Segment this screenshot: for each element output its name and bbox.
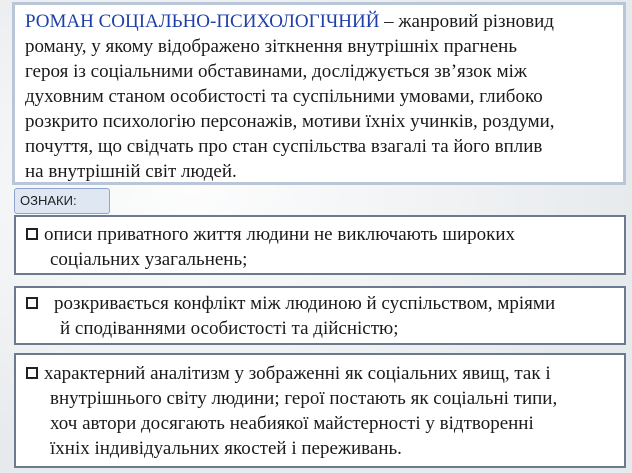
sign-item-1-line-1 [26,222,614,247]
sign-item-3-line-3: хоч автори досягають неабиякої майстерності у відтворенні [50,413,534,434]
definition-line-7: на внутрішній світ людей. [25,161,237,182]
sign-item-1-text-1: описи приватного життя людини не виключають широких [44,224,516,245]
sign-item-3-line-4: їхніх індивідуальних якостей і переживань. [50,438,402,459]
definition-line-3: героя із соціальними обставинами, досліджується зв’язок між [25,61,528,82]
definition-line-5: розкрито психологію персонажів, мотиви їхніх учинків, роздуми, [25,111,555,132]
sign-item-2-text-1: розкривається конфлікт між людиною й суспільством, мріями [54,293,556,314]
definition-term: РОМАН СОЦІАЛЬНО-ПСИХОЛОГІЧНИЙ [25,11,380,32]
sign-item-3-text-1: характерний аналітизм у зображенні як соціальних явищ, так і [44,363,551,384]
definition-text: – жанровий різновид [379,11,554,32]
signs-label: ОЗНАКИ: [14,188,110,214]
definition-line-1 [25,9,613,34]
sign-item-2-line-2: й сподіваннями особистості та дійсністю; [60,318,399,339]
definition-line-4: духовним станом особистості та суспільними умовами, глибоко [25,86,543,107]
sign-item-3-line-2: внутрішнього світу людини; герої постають як соціальні типи, [50,388,558,409]
definition-line-6: почуття, що свідчать про стан суспільства взагалі та його вплив [25,136,543,157]
definition-line-2: роману, у якому відображено зіткнення внутрішніх прагнень [25,36,517,57]
sign-item-1 [14,215,626,275]
sign-item-2 [14,286,626,345]
checkbox-icon [26,297,38,309]
sign-item-2-line-1 [26,291,614,316]
sign-item-3-line-1 [26,361,614,386]
definition-box [12,2,626,185]
sign-item-3 [14,353,626,468]
checkbox-icon [26,367,38,379]
checkbox-icon [26,228,38,240]
sign-item-1-line-2: соціальних узагальнень; [50,249,248,270]
